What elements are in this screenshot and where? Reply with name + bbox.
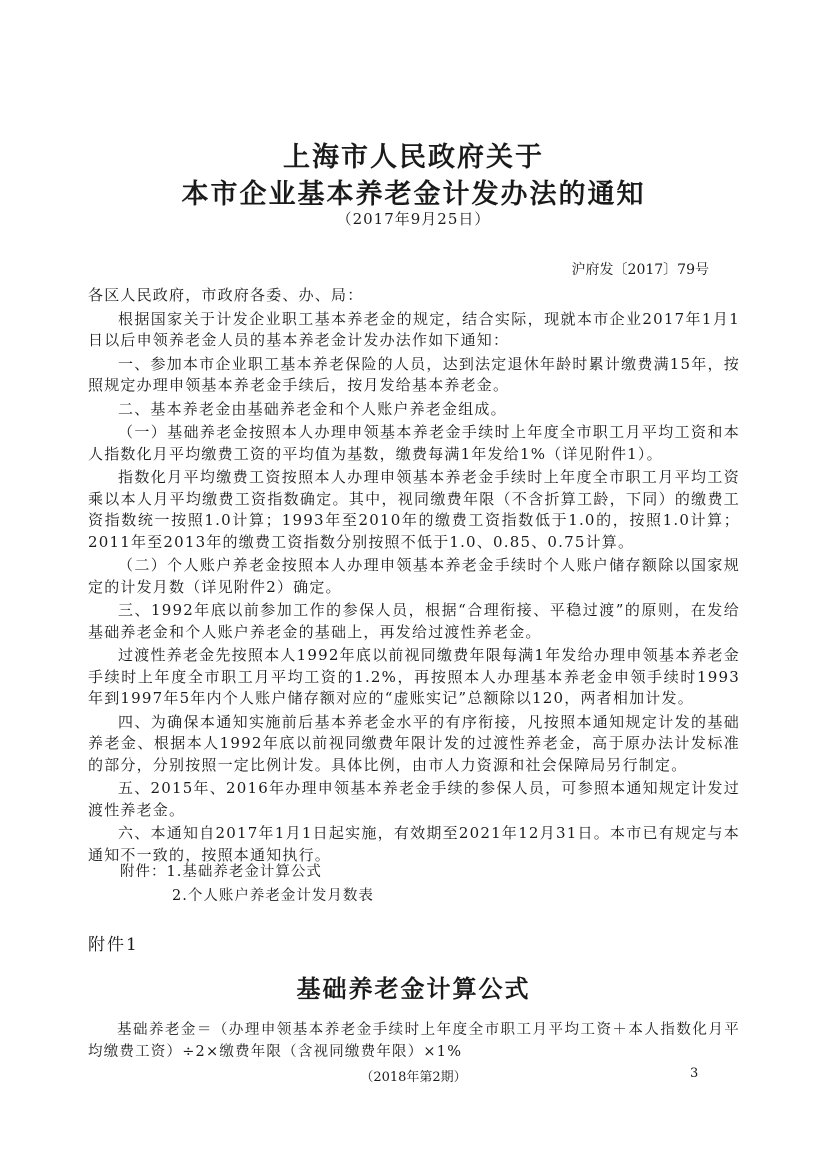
- paragraph: 六、本通知自2017年1月1日起实施，有效期至2021年12月31日。本市已有规定与本通知不一致的，按照本通知执行。: [88, 824, 740, 864]
- formula: 基础养老金＝（办理申领基本养老金手续时上年度全市职工月平均工资＋本人指数化月平均缴费工资）÷2×缴费年限（含视同缴费年限）×1%: [88, 1022, 740, 1060]
- attachment-item-1: 附件：1.基础养老金计算公式: [120, 864, 322, 880]
- footer-issue: （2018年第2期）: [360, 1070, 467, 1085]
- title-line-2: 本市企业基本养老金计发办法的通知: [181, 179, 646, 210]
- paragraph: 二、基本养老金由基础养老金和个人账户养老金组成。: [118, 399, 507, 418]
- paragraph: 五、2015年、2016年办理申领基本养老金手续的参保人员，可参照本通知规定计发过渡性养老金。: [88, 779, 740, 819]
- salutation: 各区人民政府，市政府各委、办、局：: [88, 286, 364, 304]
- annex-label: 附件1: [88, 935, 139, 955]
- notice-body: [88, 285, 740, 868]
- paragraph: 过渡性养老金先按照本人1992年底以前视同缴费年限每满1年发给办理申领基本养老金手续时上年度全市职工月平均工资的1.2%，再按照本人办理基本养老金申领手续时1993年到1997年5年内个人账户储存额对应的“虚账实记”总额除以120，两者相加计发。: [88, 646, 740, 707]
- paragraph: （一）基础养老金按照本人办理申领基本养老金手续时上年度全市职工月平均工资和本人指数化月平均缴费工资的平均值为基数，缴费每满1年发给1%（详见附件1）。: [88, 423, 740, 463]
- issue-date: （2017年9月25日）: [336, 210, 491, 228]
- paragraph: 一、参加本市企业职工基本养老保险的人员，达到法定退休年龄时累计缴费满15年，按照规定办理申领基本养老金手续后，按月发给基本养老金。: [88, 354, 740, 394]
- paragraph: 指数化月平均缴费工资按照本人办理申领基本养老金手续时上年度全市职工月平均工资乘以本人月平均缴费工资指数确定。其中，视同缴费年限（不含折算工龄，下同）的缴费工资指数统一按照1.0计算；1993年至2010年的缴费工资指数低于1.0的，按照1.0计算；2011年至2013年的缴费工资指数分别按照不低于1.0、0.85、0.75计算。: [88, 468, 740, 551]
- document-number: 沪府发〔2017〕79号: [571, 262, 709, 278]
- paragraph: 四、为确保本通知实施前后基本养老金水平的有序衔接，凡按照本通知规定计发的基础养老金、根据本人1992年底以前视同缴费年限计发的过渡性养老金，高于原办法计发标准的部分，分别按照一定比例计发。具体比例，由市人力资源和社会保障局另行制定。: [88, 712, 740, 774]
- attachment-item-2: 2.个人账户养老金计发月数表: [172, 888, 374, 904]
- paragraph: 三、1992年底以前参加工作的参保人员，根据“合理衔接、平稳过渡”的原则，在发给基础养老金和个人账户养老金的基础上，再发给过渡性养老金。: [88, 601, 740, 641]
- page-number: 3: [690, 1066, 699, 1081]
- title-line-1: 上海市人民政府关于: [283, 142, 544, 173]
- annex-title: 基础养老金计算公式: [296, 974, 531, 1003]
- paragraph: 根据国家关于计发企业职工基本养老金的规定，结合实际，现就本市企业2017年1月1日以后申领养老金人员的基本养老金计发办法作如下通知：: [88, 309, 740, 349]
- paragraph: （二）个人账户养老金按照本人办理申领基本养老金手续时个人账户储存额除以国家规定的计发月数（详见附件2）确定。: [88, 556, 740, 596]
